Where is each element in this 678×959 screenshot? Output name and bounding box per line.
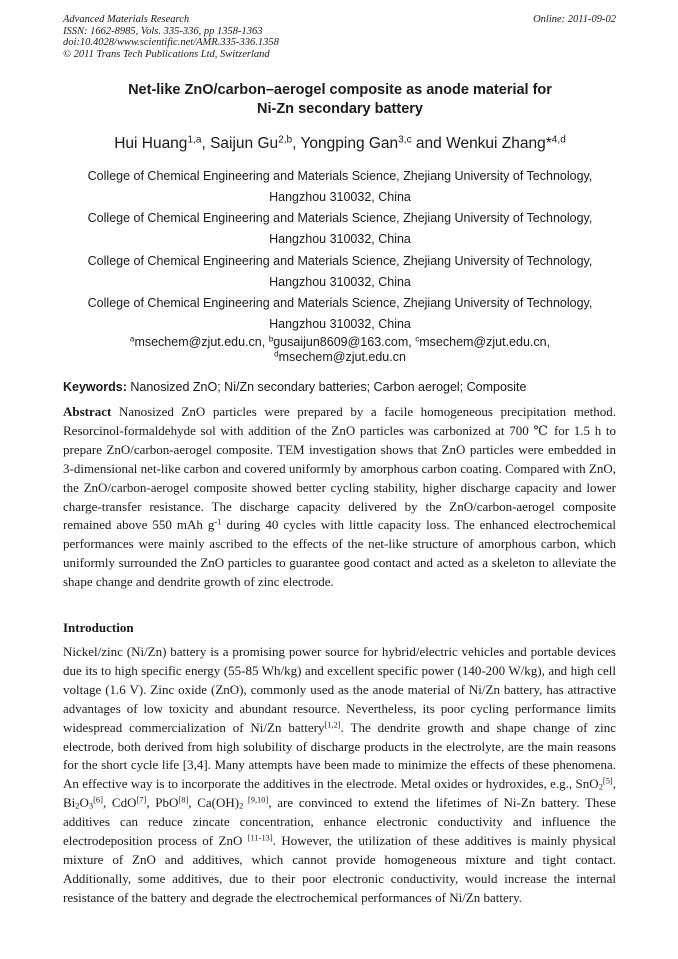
subscript: 2 [239,800,244,811]
affiliation [63,293,617,335]
affiliation-line: Hangzhou 310032, China [269,317,411,331]
keywords-text: Nanosized ZnO; Ni/Zn secondary batteries; Carbon aerogel; Composite [126,380,527,394]
title-line-2: Ni-Zn secondary battery [257,101,423,117]
paragraph-text: O [79,795,89,811]
keywords [63,379,617,396]
affiliation-line: College of Chemical Engineering and Materials Science, Zhejiang University of Technology, [87,211,593,225]
author-name: Yongping Gan [300,135,399,152]
paper-title [63,81,617,119]
journal-name: Advanced Materials Research [63,14,190,25]
email-mark: b [268,334,274,344]
paragraph-text: Nickel/zinc (Ni/Zn) battery is a promising power source for hybrid/electric vehicles and portable devices due its to high specific energy (55-85 Wh/kg) and excellent specific power (140-200 W/kg), and high cell voltage (1.6 V). Zinc oxide (ZnO), commonly used as the anode material of Ni/Zn battery, has attractive advantages of low toxicity and abundant resource. Nevertheless, its poor cycling performance limits widespread commercialization of Ni/Zn battery [63,644,616,735]
affiliation-line: Hangzhou 310032, China [269,275,411,289]
paragraph-text: , Ca(OH) [188,795,240,811]
paragraph-text: . The dendrite growth and shape change of zinc electrode, both derived from high solubility of discharge products in the electrolyte, are the main reasons for the short cycle life [3,4]. Many attempts have been made to minimize the effects of these phenomena. An effective way is to incorporate the additives in the electrode. Metal oxides or hydroxides, e.g., SnO [63,719,617,792]
online-date: Online: 2011-09-02 [533,14,616,25]
abstract-text: Nanosized ZnO particles were prepared by a facile homogeneous precipitation method. Resorcinol-formaldehyde sol with addition of the ZnO particles was carbonized at 700 ℃ for 1.5 h to prepare ZnO/carbon-aerogel composite. TEM investigation shows that ZnO particles were embedded in 3-dimensional net-like carbon and covered uniformly by amorphous carbon coating. Compared with ZnO, the ZnO/carbon-aerogel composite showed better cycling stability, higher discharge capacity and lower charge-transfer resistance. The discharge capacity delivered by the ZnO/carbon-aerogel composite remained above 550 mAh g [63,404,616,533]
citation: [11-13] [247,832,273,843]
author-name: Wenkui Zhang* [446,135,552,152]
email-list [63,335,617,364]
affiliation [63,208,617,250]
abstract-label: Abstract [63,404,112,419]
paragraph-text: , PbO [146,795,179,811]
affiliation [63,166,617,208]
copyright-line: © 2011 Trans Tech Publications Ltd, Switzerland [63,48,270,60]
section-heading-introduction: Introduction [63,620,134,635]
email-line [63,350,617,365]
journal-header [63,14,279,60]
citation: [1,2] [324,718,341,729]
doi-line: doi:10.4028/www.scientific.net/AMR.335-336.1358 [63,37,279,48]
author-affiliation-mark: 1,a [187,134,202,146]
affiliation-line: College of Chemical Engineering and Materials Science, Zhejiang University of Technology, [87,296,593,310]
email-link[interactable]: msechem@zjut.edu.cn, [419,335,551,349]
email-mark: a [129,334,135,344]
author-affiliation-mark: 3,c [398,134,412,146]
author-affiliation-mark: 2,b [278,134,293,146]
paragraph-text: . However, the utilization of these additives is mainly physical mixture of ZnO and additives, which cannot provide homogeneous mixture and tight contact. Additionally, some additives, due to their poor electronic conductivity, would increase the internal resistance of the battery and degrade the electrochemical performances of Ni/Zn battery. [63,833,616,905]
abstract-text: during 40 cycles with little capacity loss. The enhanced electrochemical performances were mainly ascribed to the effects of the net-like structure of amorphous carbon, which uniformly surrounded the ZnO particles to guarantee good contact and acted as a skeleton to alleviate the shape change and dendrite growth of zinc electrode. [63,517,617,590]
email-link[interactable]: msechem@zjut.edu.cn [278,349,406,364]
paragraph-text: , CdO [102,795,137,811]
author-name: Saijun Gu [210,135,279,152]
email-line [63,335,617,350]
author-separator: , [201,135,211,152]
author-list [63,135,617,153]
keywords-label: Keywords: [63,380,127,394]
paragraph-text: , Bi [63,776,616,811]
introduction-paragraph [63,643,616,908]
affiliation-line: College of Chemical Engineering and Materials Science, Zhejiang University of Technology, [87,254,593,268]
abstract [63,403,616,592]
author-conjunction: and [411,135,447,152]
email-link[interactable]: gusaijun8609@163.com, [273,335,416,349]
email-mark: d [274,349,279,359]
superscript: -1 [214,516,222,527]
subscript: 2 [598,782,603,793]
author-separator: , [292,135,301,152]
citation: [5] [602,775,613,786]
title-line-1: Net-like ZnO/carbon–aerogel composite as anode material for [128,82,552,98]
email-link[interactable]: msechem@zjut.edu.cn, [134,335,269,349]
subscript: 3 [88,800,94,811]
affiliation [63,251,617,293]
subscript: 2 [75,800,80,811]
affiliation-line: Hangzhou 310032, China [269,190,411,204]
paragraph-text: , are convinced to extend the lifetimes of Ni-Zn battery. These additives can reduce zincate concentration, enhance electronic conductivity and influence the electrodeposition process of ZnO [63,795,617,849]
citation: [6] [93,794,103,805]
affiliation-line: College of Chemical Engineering and Materials Science, Zhejiang University of Technology, [87,169,593,183]
author-name: Hui Huang [114,135,188,152]
issn-line: ISSN: 1662-8985, Vols. 335-336, pp 1358-1363 [63,25,263,37]
citation: [8] [178,794,189,805]
affiliation-line: Hangzhou 310032, China [269,232,411,246]
author-affiliation-mark: 4,d [551,134,566,146]
citation: [7] [136,794,147,805]
citation: [9,10] [243,794,269,805]
email-mark: c [415,334,420,344]
